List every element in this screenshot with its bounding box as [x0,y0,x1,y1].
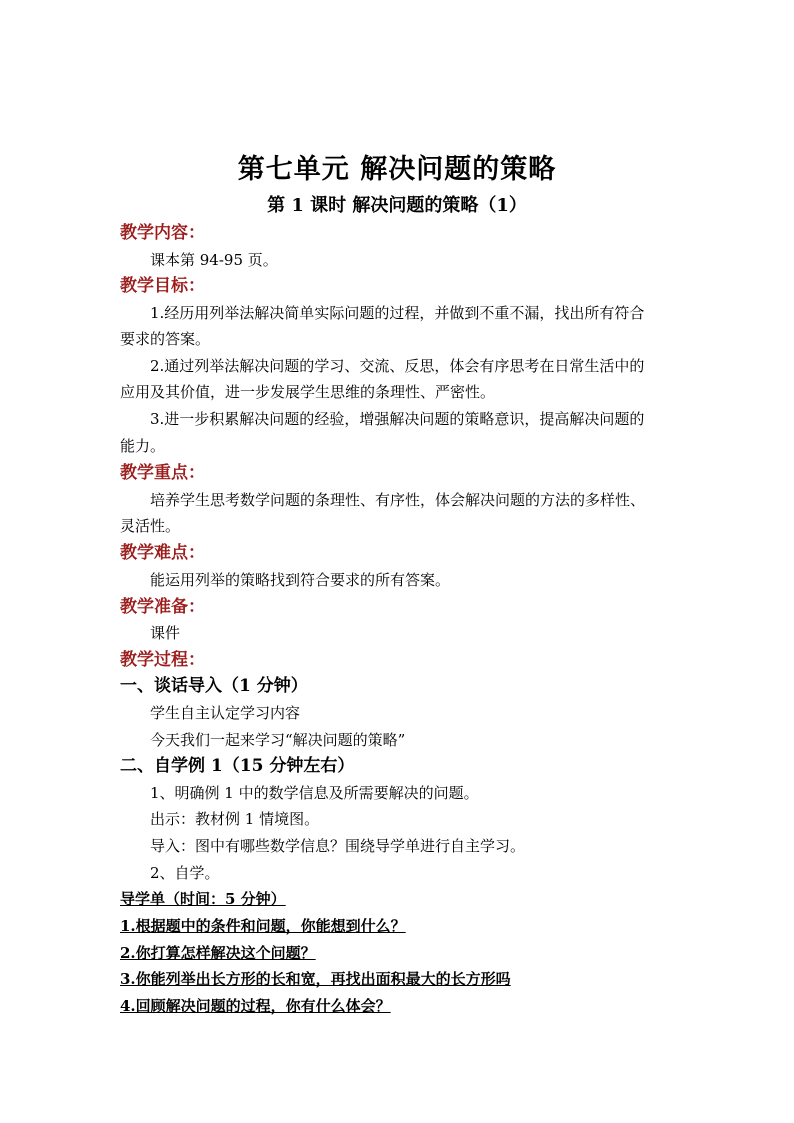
section-2-line: 出示：教材例 1 情境图。 [150,810,320,828]
section-2-line: 导入：图中有哪些数学信息？围绕导学单进行自主学习。 [150,837,526,855]
teaching-goal-line: 2.通过列举法解决问题的学习、交流、反思，体会有序思考在日常生活中的 [150,357,645,375]
guide-question: 1.根据题中的条件和问题，你能想到什么？ [120,917,406,935]
section-2-title: 二、自学例 1（15 分钟左右） [120,756,355,776]
preparation-heading: 教学准备： [120,597,205,617]
teaching-goal-line: 能力。 [120,437,166,455]
guide-question: 3.你能列举出长方形的长和宽，再找出面积最大的长方形吗 [120,970,511,988]
section-2-line: 2、自学。 [150,864,220,882]
difficulties-text: 能运用列举的策略找到符合要求的所有答案。 [150,571,451,589]
guide-sheet-title: 导学单（时间：5 分钟） [120,890,286,908]
section-1-title: 一、谈话导入（1 分钟） [120,676,308,696]
teaching-content-heading: 教学内容： [120,223,205,243]
teaching-goal-line: 应用及其价值，进一步发展学生思维的条理性、严密性。 [120,383,496,401]
teaching-goal-line: 1.经历用列举法解决简单实际问题的过程，并做到不重不漏，找出所有符合 [150,304,645,322]
teaching-goals-heading: 教学目标： [120,276,205,296]
section-1-line: 学生自主认定学习内容 [150,704,301,722]
section-2-line: 1、明确例 1 中的数学信息及所需要解决的问题。 [150,784,479,802]
guide-question: 4.回顾解决问题的过程，你有什么体会？ [120,997,391,1015]
key-points-line: 灵活性。 [120,517,181,535]
key-points-heading: 教学重点： [120,463,205,483]
lesson-subtitle: 第 1 课时 解决问题的策略（1） [267,195,527,216]
key-points-line: 培养学生思考数学问题的条理性、有序性，体会解决问题的方法的多样性、 [150,491,646,509]
teaching-goal-line: 要求的答案。 [120,330,211,348]
process-heading: 教学过程： [120,650,205,670]
section-1-line: 今天我们一起来学习“解决问题的策略” [150,731,406,749]
page-title: 第七单元 解决问题的策略 [237,154,557,185]
teaching-goal-line: 3.进一步积累解决问题的经验，增强解决问题的策略意识，提高解决问题的 [150,410,645,428]
teaching-content-text: 课本第 94-95 页。 [150,251,278,269]
guide-question: 2.你打算怎样解决这个问题？ [120,944,316,962]
preparation-text: 课件 [150,624,181,642]
difficulties-heading: 教学难点： [120,543,205,563]
